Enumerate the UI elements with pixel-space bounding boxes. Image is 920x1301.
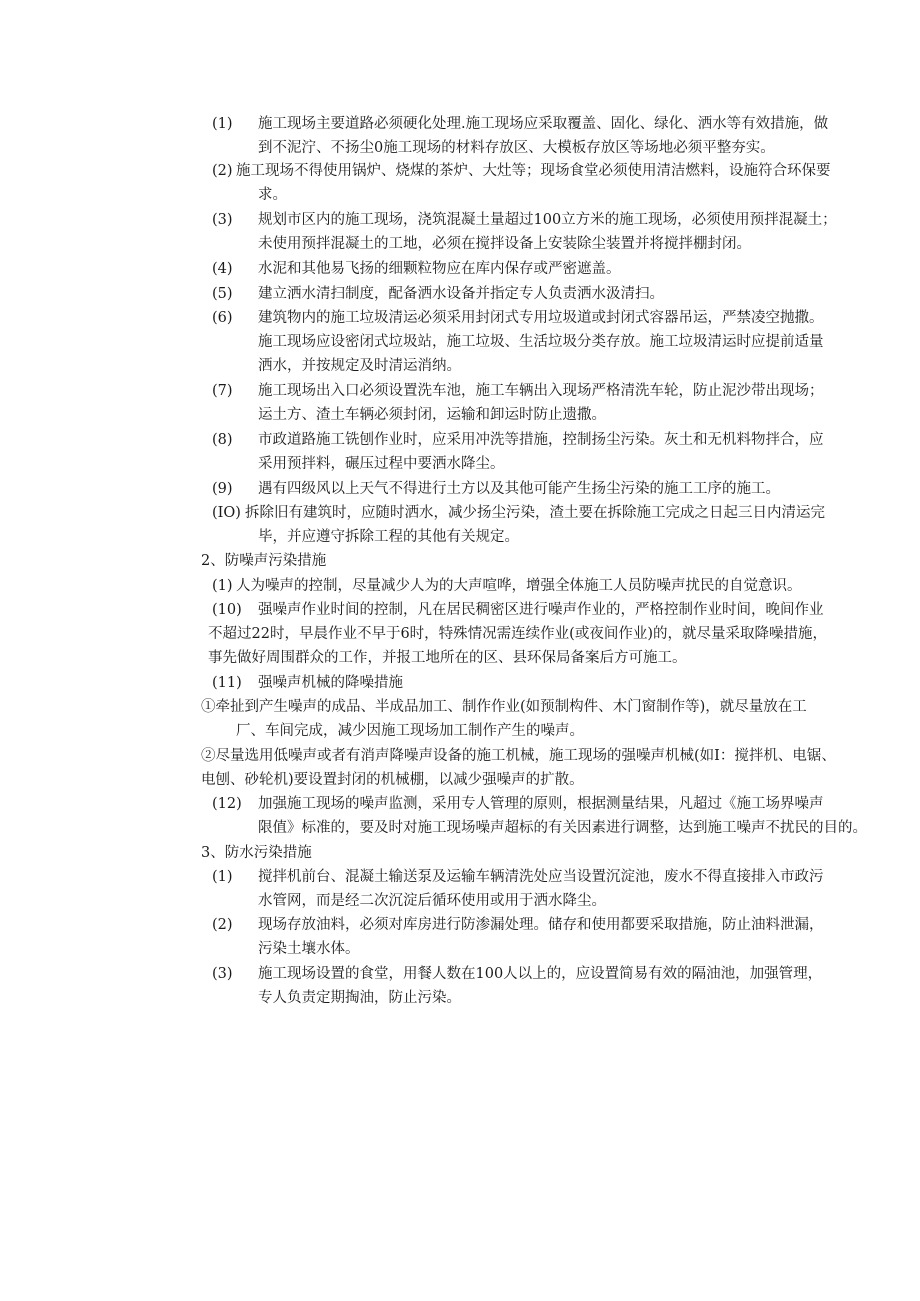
text-line: 加强施工现场的噪声监测，采用专人管理的原则，根据测量结果，凡超过《施工场界噪声 xyxy=(258,796,824,812)
text-line: ②尽量选用低噪声或者有消声降噪声设备的施工机械，施工现场的强噪声机械(如I：搅拌机、电锯、 xyxy=(201,748,836,764)
text-line: 规划市区内的施工现场，浇筑混凝土量超过100立方米的施工现场，必须使用预拌混凝土； xyxy=(258,212,837,228)
item-number: (6) xyxy=(212,310,233,326)
text-line: 采用预拌料，碾压过程中要洒水降尘。 xyxy=(258,456,505,472)
section-heading: 2、防噪声污染措施 xyxy=(201,553,327,569)
text-line: 洒水，并按规定及时清运消纳。 xyxy=(258,358,461,374)
item-number: (3) xyxy=(212,966,233,982)
item-number: (8) xyxy=(212,432,233,448)
text-line: 拆除旧有建筑时，应随时洒水，减少扬尘污染，渣土要在拆除施工完成之日起三日内清运完 xyxy=(245,505,825,521)
item-number: (IO) xyxy=(212,505,241,521)
item-number: (10) xyxy=(212,602,242,618)
section-heading: 3、防水污染措施 xyxy=(201,845,312,861)
text-line: 施工现场设置的食堂，用餐人数在100人以上的，应设置简易有效的隔油池，加强管理， xyxy=(258,966,823,982)
text-line: 搅拌机前台、混凝土输送泵及运输车辆清洗处应当设置沉淀池，废水不得直接排入市政污 xyxy=(258,869,824,885)
text-line: 施工现场应设密闭式垃圾站，施工垃圾、生活垃圾分类存放。施工垃圾清运时应提前适量 xyxy=(258,334,824,350)
text-line: 施工现场出入口必须设置洗车池，施工车辆出入现场严格清洗车轮，防止泥沙带出现场； xyxy=(258,383,824,399)
text-line: 建立洒水清扫制度，配备洒水设备并指定专人负责洒水汲清扫。 xyxy=(258,286,664,302)
text-line: 不超过22时，早晨作业不早于6时，特殊情况需连续作业(或夜间作业)的，就尽量采取降噪措施， xyxy=(208,626,827,642)
item-number: (2) xyxy=(212,163,233,179)
text-line: 市政道路施工铣刨作业时，应采用冲洗等措施，控制扬尘污染。灰土和无机料物拌合，应 xyxy=(258,432,824,448)
text-line: ①牵扯到产生噪声的成品、半成品加工、制作作业(如预制构件、木门窗制作等)，就尽量放在工 xyxy=(201,699,807,715)
item-number: (12) xyxy=(212,796,242,812)
text-line: 未使用预拌混凝土的工地，必须在搅拌设备上安装除尘装置并将搅拌棚封闭。 xyxy=(258,236,751,252)
text-line: 专人负责定期掏油，防止污染。 xyxy=(258,990,461,1006)
text-line: 强噪声机械的降噪措施 xyxy=(258,675,403,691)
item-number: (1) xyxy=(212,116,233,132)
item-number: (1) xyxy=(212,578,233,594)
text-line: 毕，并应遵守拆除工程的其他有关规定。 xyxy=(258,529,519,545)
item-number: (4) xyxy=(212,261,233,277)
item-number: (3) xyxy=(212,212,233,228)
text-line: 电刨、砂轮机)要设置封闭的机械棚，以减少强噪声的扩散。 xyxy=(201,772,584,788)
text-line: 强噪声作业时间的控制，凡在居民稠密区进行噪声作业的，严格控制作业时间，晚间作业 xyxy=(258,602,824,618)
text-line: 到不泥泞、不扬尘0施工现场的材料存放区、大模板存放区等场地必须平整夯实。 xyxy=(258,140,775,156)
item-number: (2) xyxy=(212,917,233,933)
text-line: 水泥和其他易飞扬的细颗粒物应在库内保存或严密遮盖。 xyxy=(258,261,621,277)
item-number: (7) xyxy=(212,383,233,399)
text-line: 运土方、渣土车辆必须封闭，运输和卸运时防止遗撒。 xyxy=(258,407,606,423)
text-line: 水管网，而是经二次沉淀后循环使用或用于洒水降尘。 xyxy=(258,893,606,909)
text-line: 遇有四级风以上天气不得进行土方以及其他可能产生扬尘污染的施工工序的施工。 xyxy=(258,481,780,497)
text-line: 建筑物内的施工垃圾清运必须采用封闭式专用垃圾道或封闭式容器吊运，严禁凌空抛撒。 xyxy=(258,310,824,326)
text-line: 现场存放油料，必须对库房进行防渗漏处理。储存和使用都要采取措施，防止油料泄漏， xyxy=(258,917,824,933)
text-line: 事先做好周围群众的工作，并报工地所在的区、县环保局备案后方可施工。 xyxy=(208,650,687,666)
item-number: (1) xyxy=(212,869,233,885)
text-line: 人为噪声的控制，尽量减少人为的大声喧哗，增强全体施工人员防噪声扰民的自觉意识。 xyxy=(236,578,802,594)
text-line: 厂、车间完成，减少因施工现场加工制作产生的噪声。 xyxy=(236,723,584,739)
item-number: (9) xyxy=(212,481,233,497)
text-line: 污染土壤水体。 xyxy=(258,941,360,957)
text-line: 施工现场主要道路必须硬化处理.施工现场应采取覆盖、固化、绿化、洒水等有效措施，做 xyxy=(258,116,829,132)
text-line: 施工现场不得使用锅炉、烧煤的茶炉、大灶等；现场食堂必须使用清洁燃料，设施符合环保要 xyxy=(236,163,831,179)
item-number: (11) xyxy=(212,675,242,691)
item-number: (5) xyxy=(212,286,233,302)
text-line: 限值》标准的，要及时对施工现场噪声超标的有关因素进行调整，达到施工噪声不扰民的目的。 xyxy=(258,820,867,836)
text-line: 求。 xyxy=(258,187,287,203)
